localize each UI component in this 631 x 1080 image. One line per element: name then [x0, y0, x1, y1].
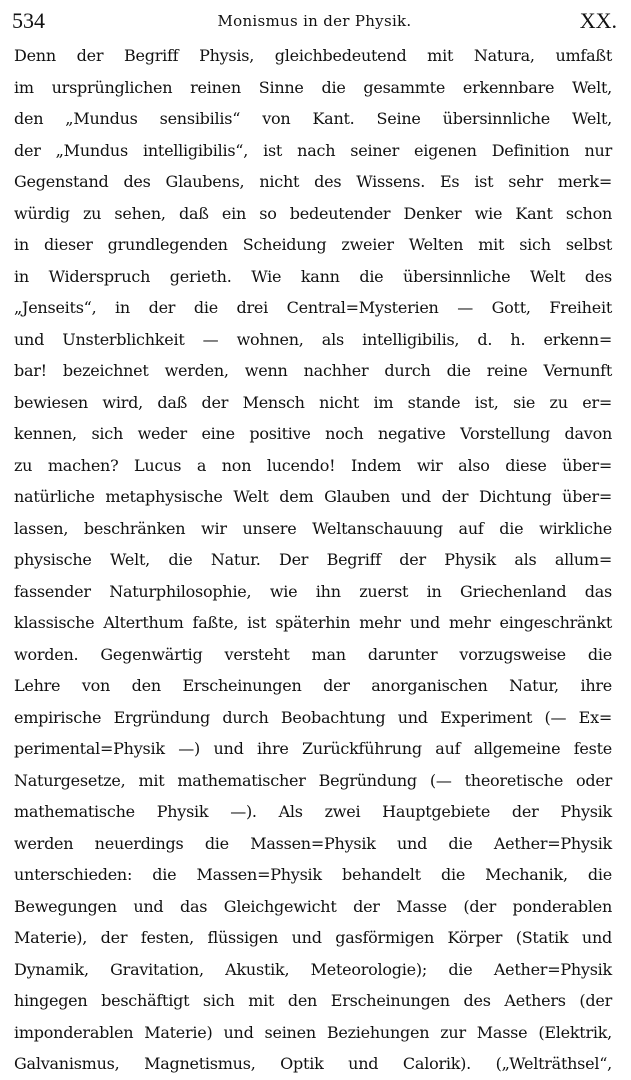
text-line: Materie), der festen, flüssigen und gasförmigen Körper (Statik und [14, 928, 612, 947]
chapter-number: XX. [579, 8, 617, 33]
text-line: zu machen? Lucus a non lucendo! Indem wir also diese über= [14, 455, 612, 475]
text-line: und Unsterblichkeit — wohnen, als intelligibilis, d. h. erkenn= [14, 329, 612, 349]
text-line: mathematische Physik —). Als zwei Hauptgebiete der Physik [14, 802, 612, 821]
text-line: unterschieden: die Massen=Physik behandelt die Mechanik, die [14, 865, 612, 884]
text-line: Bewegungen und das Gleichgewicht der Masse (der ponderablen [14, 896, 612, 916]
text-line: empirische Ergründung durch Beobachtung und Experiment (— Ex= [14, 707, 612, 727]
text-line: bewiesen wird, daß der Mensch nicht im stande ist, sie zu er= [14, 392, 612, 412]
text-line: werden neuerdings die Massen=Physik und die Aether=Physik [14, 833, 612, 853]
text-line: Naturgesetze, mit mathematischer Begründung (— theoretische oder [14, 770, 612, 790]
text-line: der „Mundus intelligibilis“, ist nach seiner eigenen Definition nur [14, 140, 612, 160]
text-line: imponderablen Materie) und seinen Beziehungen zur Masse (Elektrik, [14, 1022, 612, 1042]
page-number: 534 [12, 8, 45, 33]
text-line: Denn der Begriff Physis, gleichbedeutend mit Natura, umfaßt [14, 46, 612, 65]
text-line: physische Welt, die Natur. Der Begriff der Physik als allum= [14, 550, 612, 569]
text-line: in Widerspruch gerieth. Wie kann die übersinnliche Welt des [14, 266, 612, 286]
text-line: kennen, sich weder eine positive noch negative Vorstellung davon [14, 424, 612, 443]
text-line: worden. Gegenwärtig versteht man darunter vorzugsweise die [14, 644, 612, 664]
text-line: den „Mundus sensibilis“ von Kant. Seine übersinnliche Welt, [14, 109, 612, 128]
text-line: hingegen beschäftigt sich mit den Erscheinungen des Aethers (der [14, 991, 612, 1010]
text-line: Gegenstand des Glaubens, nicht des Wissens. Es ist sehr merk= [14, 172, 612, 191]
page-header [12, 6, 617, 38]
text-line: fassender Naturphilosophie, wie ihn zuerst in Griechenland das [14, 581, 612, 601]
text-line: lassen, beschränken wir unsere Weltanschauung auf die wirkliche [14, 518, 612, 538]
text-line: „Jenseits“, in der die drei Central=Mysterien — Gott, Freiheit [14, 298, 612, 317]
text-line: klassische Alterthum faßte, ist späterhin mehr und mehr eingeschränkt [14, 613, 612, 632]
text-line: in dieser grundlegenden Scheidung zweier Welten mit sich selbst [14, 235, 612, 254]
text-line: Dynamik, Gravitation, Akustik, Meteorologie); die Aether=Physik [14, 959, 612, 979]
body-text [14, 40, 612, 1080]
text-line: Galvanismus, Magnetismus, Optik und Calorik). („Welträthsel“, [14, 1054, 612, 1073]
running-title: Monismus in der Physik. [217, 12, 412, 30]
text-line: perimental=Physik —) und ihre Zurückführung auf allgemeine feste [14, 739, 612, 758]
text-line: bar! bezeichnet werden, wenn nachher durch die reine Vernunft [14, 361, 612, 380]
text-line: natürliche metaphysische Welt dem Glauben und der Dichtung über= [14, 487, 612, 506]
text-line: Lehre von den Erscheinungen der anorganischen Natur, ihre [14, 676, 612, 695]
text-line: würdig zu sehen, daß ein so bedeutender Denker wie Kant schon [14, 203, 612, 223]
text-line: im ursprünglichen reinen Sinne die gesammte erkennbare Welt, [14, 77, 612, 97]
